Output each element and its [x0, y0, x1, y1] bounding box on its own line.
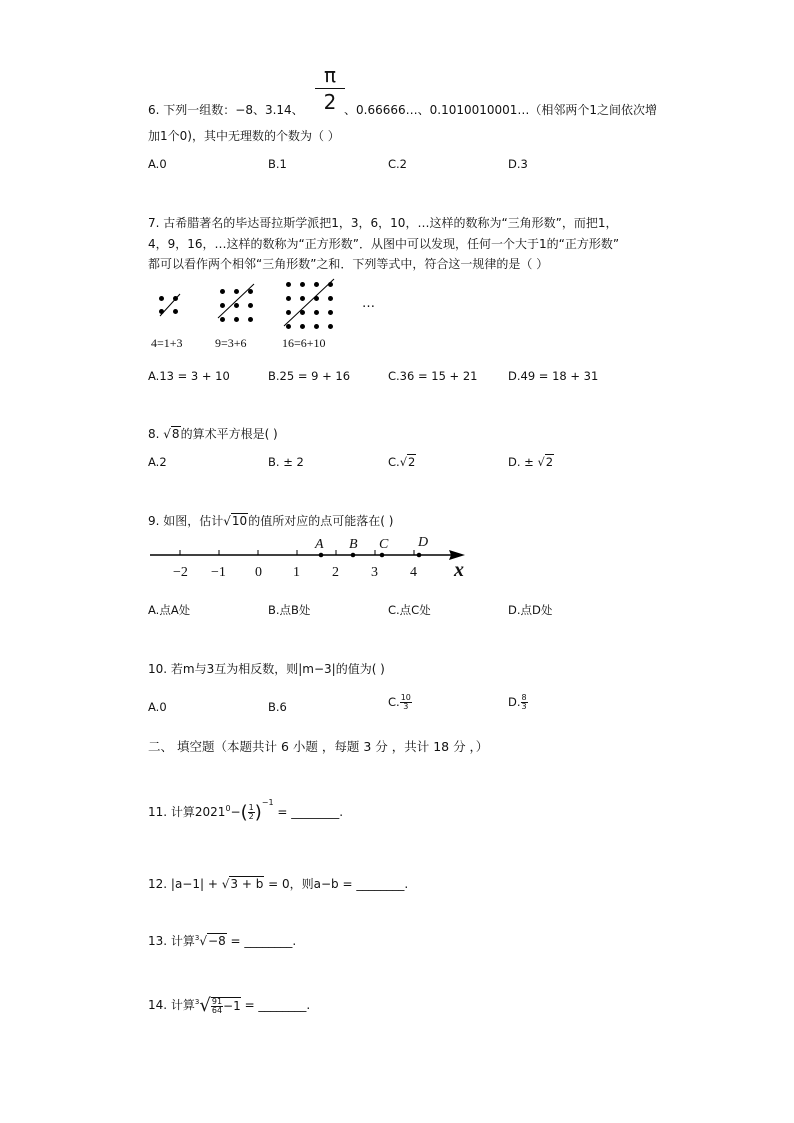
q6-option-c[interactable]: C.2 [388, 157, 408, 171]
section-heading: 二、 填空题（本题共计 6 小题 ，每题 3 分 ，共计 18 分 ，） [148, 739, 489, 754]
q14-suffix: = ________. [240, 998, 311, 1012]
q7-figure-label-1: 4=1+3 [151, 336, 183, 350]
q13 [148, 932, 296, 949]
q11-exponent-zero: 0 [225, 804, 231, 813]
q7-figure-label-2: 9=3+6 [215, 336, 247, 350]
q9-tick-label: 4 [410, 565, 417, 580]
q13-suffix: = ________. [226, 934, 297, 948]
q13-radicand: −8 [208, 934, 226, 948]
q9-sqrt: √10 [223, 514, 248, 528]
q9-point-label: D [418, 535, 429, 550]
q9-prefix: 9. 如图，估计 [148, 514, 224, 528]
q8-prefix: 8. [148, 427, 164, 441]
q10-text: 10. 若m与3互为相反数，则|m−3|的值为( ) [148, 662, 385, 676]
q11-exponent: −1 [261, 798, 274, 807]
q8-option-b[interactable]: B. ± 2 [268, 455, 304, 469]
q9-tick-label: −2 [173, 565, 188, 580]
q9-radicand: 10 [231, 514, 248, 528]
q6-option-a[interactable]: A.0 [148, 157, 167, 171]
q8-option-d[interactable]: D. ± √2 [508, 455, 554, 469]
q8-option-a[interactable]: A.2 [148, 455, 167, 469]
q9-option-b[interactable]: B.点B处 [268, 603, 311, 617]
q9-point-label: B [349, 537, 358, 552]
q6-option-d[interactable]: D.3 [508, 157, 528, 171]
q6-pi-denominator: 2 [323, 90, 337, 114]
q9-suffix: 的值所对应的点可能落在( ) [248, 514, 394, 528]
q9-tick-label: −1 [211, 565, 226, 580]
q11-fraction: $\frac{1}{2}$ [248, 803, 254, 821]
q14-fraction: $\frac{91}{64}$ [211, 996, 223, 1015]
q7-figure-divider-2 [212, 282, 262, 327]
q14-prefix: 14. 计算 [148, 998, 195, 1012]
q14-radicand: $\frac{91}{64}$ −1 [211, 996, 241, 1015]
q8-option-d-sqrt: √2 [537, 455, 554, 469]
q13-prefix: 13. 计算 [148, 934, 195, 948]
q6-pi-fraction [315, 64, 345, 113]
q14 [148, 995, 310, 1016]
q9-point-label: A [315, 537, 324, 552]
q13-cube-root: √−8 [199, 934, 226, 948]
q7-figure-ellipsis: … [362, 296, 375, 311]
q8-suffix: 的算术平方根是( ) [180, 427, 278, 441]
q9-tick-label: 2 [332, 565, 339, 580]
q6-line1-b: 、0.66666…、0.1010010001…（相邻两个1之间依次增 [344, 103, 658, 117]
q10-option-c[interactable]: C. $\frac{10}{3}$ [388, 693, 411, 711]
q12 [148, 875, 408, 892]
q8-option-c[interactable]: C.√2 [388, 455, 416, 469]
q7-option-c[interactable]: C.36 = 15 + 21 [388, 369, 478, 383]
q11-prefix: 11. 计算2021 [148, 805, 226, 819]
q9-tick-label: 3 [371, 565, 378, 580]
q8-sqrt: √8 [163, 427, 180, 441]
q9-point-label: C [379, 537, 389, 552]
q10-option-a[interactable]: A.0 [148, 700, 167, 714]
q10-option-d[interactable]: D. $\frac{8}{3}$ [508, 693, 527, 711]
q7-figure-divider-1 [150, 288, 190, 323]
q7-option-a[interactable]: A.13 = 3 + 10 [148, 369, 230, 383]
q9-tick-label: 0 [255, 565, 262, 580]
q6-line1-a: 6. 下列一组数：−8、3.14、 [148, 103, 304, 117]
q8-radicand: 8 [171, 427, 180, 441]
q12-sqrt: √3 + b [221, 877, 264, 891]
q7-line1: 7. 古希腊著名的毕达哥拉斯学派把1，3，6，10，…这样的数称为“三角形数”，而把1， [148, 216, 618, 230]
q10-option-b[interactable]: B.6 [268, 700, 287, 714]
q6-pi-numerator: π [315, 64, 345, 89]
q14-radical: √ [199, 995, 211, 1016]
q10-option-d-fraction: $\frac{8}{3}$ [521, 693, 527, 711]
q9-option-d[interactable]: D.点D处 [508, 603, 553, 617]
q11-suffix: = ________. [273, 805, 344, 819]
q6-option-b[interactable]: B.1 [268, 157, 287, 171]
q13-root-index: 3 [194, 934, 200, 942]
q7-figure-divider-3 [278, 276, 343, 336]
q12-text-b: = 0，则a−b = ________. [264, 877, 409, 891]
q11-paren: ( [240, 802, 248, 823]
q7-line3: 都可以看作两个相邻“三角形数”之和．下列等式中，符合这一规律的是（ ） [148, 257, 549, 271]
q7-line2: 4，9，16，…这样的数称为“正方形数”．从图中可以发现，任何一个大于1的“正方形数” [148, 237, 620, 251]
q7-option-d[interactable]: D.49 = 18 + 31 [508, 369, 599, 383]
q7-option-b[interactable]: B.25 = 9 + 16 [268, 369, 351, 383]
q9-option-a[interactable]: A.点A处 [148, 603, 191, 617]
q9-option-c[interactable]: C.点C处 [388, 603, 431, 617]
q9-axis-variable: x [454, 559, 464, 581]
q8-option-c-sqrt: √2 [399, 455, 416, 469]
q9-tick-label: 1 [293, 565, 300, 580]
q12-radicand: 3 + b [230, 877, 264, 891]
q11-minus: − [230, 805, 241, 819]
q11 [148, 798, 344, 823]
q14-root-index: 3 [194, 998, 200, 1006]
q7-figure-label-3: 16=6+10 [282, 336, 326, 350]
q10-option-c-fraction: $\frac{10}{3}$ [400, 693, 411, 711]
q12-text-a: 12. |a−1| + [148, 877, 222, 891]
q6-line2: 加1个0)，其中无理数的个数为（ ） [148, 129, 340, 143]
q11-paren: ) [254, 802, 262, 823]
